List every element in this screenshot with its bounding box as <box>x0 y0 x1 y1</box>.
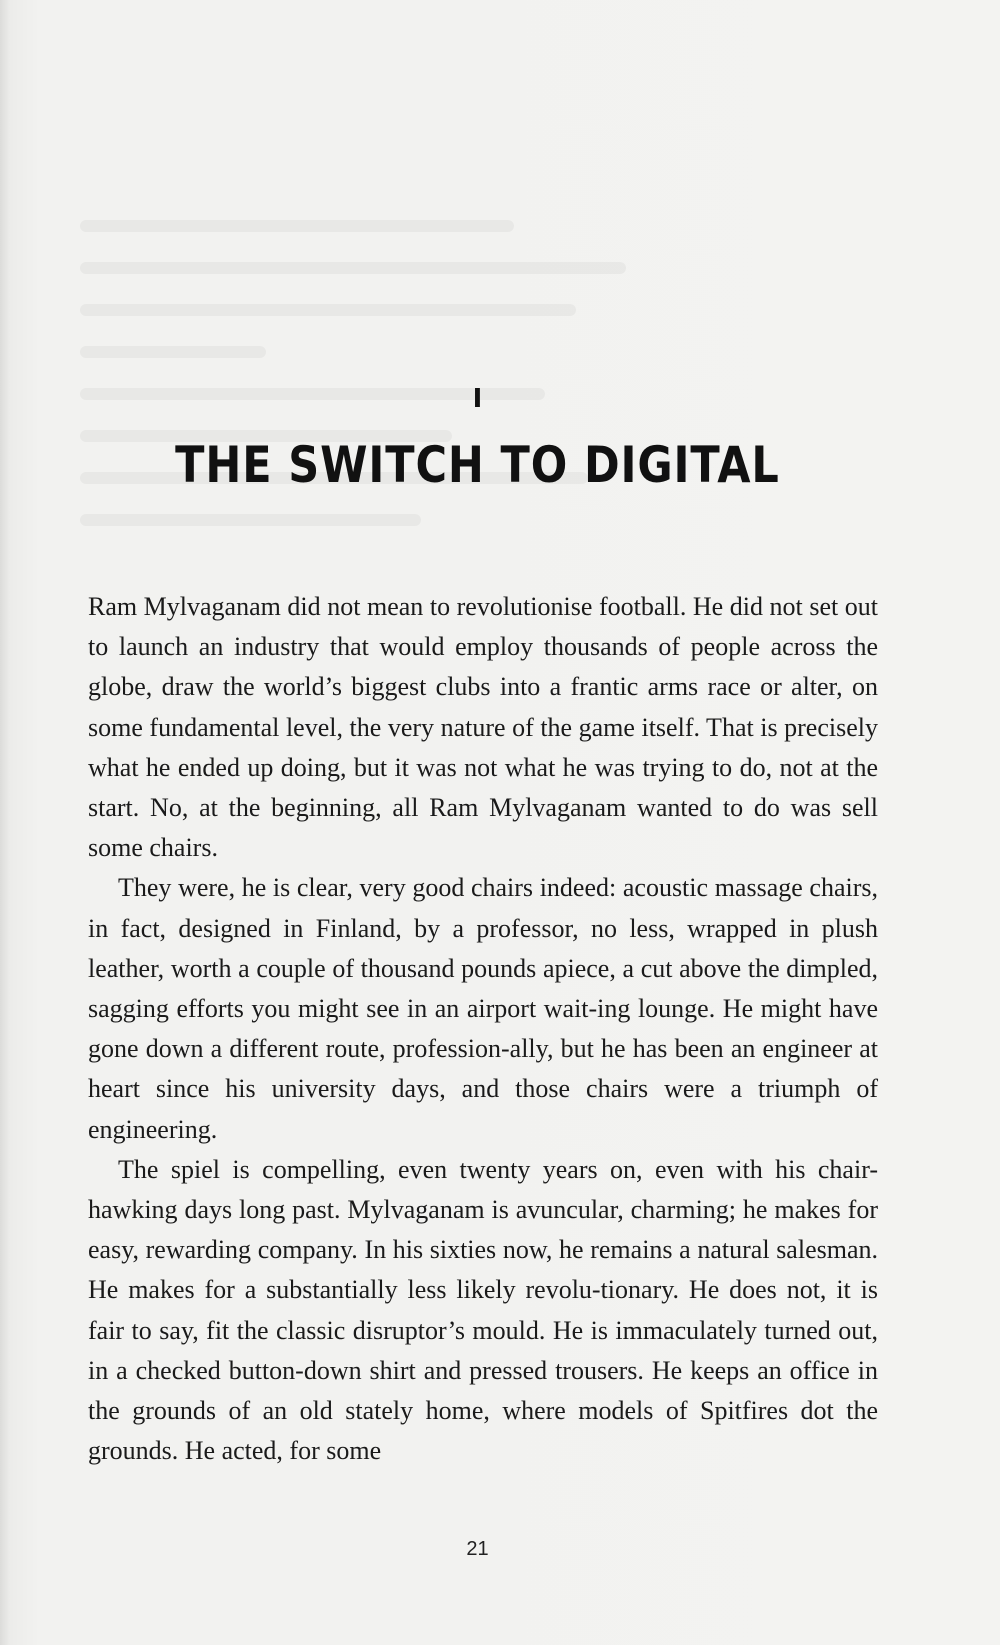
chapter-title: THE SWITCH TO DIGITAL <box>175 436 780 494</box>
paragraph-1: Ram Mylvaganam did not mean to revolutionise football. He did not set out to launch an industry that would employ thousands of people across the globe, draw the world’s biggest clubs into a frantic arms race or alter, on some fundamental level, the very nature of the game itself. That is precisely what he ended up doing, but it was not what he was trying to do, not at the start. No, at the beginning, all Ram Mylvaganam wanted to do was sell some chairs. <box>88 592 878 863</box>
chapter-number: I <box>472 384 483 414</box>
chapter-body <box>88 587 878 1471</box>
page-number: 21 <box>466 1538 489 1560</box>
paragraph-3: The spiel is compelling, even twenty years on, even with his chair-hawking days long past. Mylvaganam is avuncular, charming; he makes for easy, rewarding company. In his sixties now, he remains a natural salesman. He makes for a substantially less likely revolu-tionary. He does not, it is fair to say, fit the classic disruptor’s mould. He is immaculately turned out, in a checked button-down shirt and pressed trousers. He keeps an office in the grounds of an old stately home, where models of Spitfires dot the grounds. He acted, for some <box>88 1154 878 1466</box>
paragraph-2: They were, he is clear, very good chairs indeed: acoustic massage chairs, in fact, designed in Finland, by a professor, no less, wrapped in plush leather, worth a couple of thousand pounds apiece, a cut above the dimpled, sagging efforts you might see in an airport wait-ing lounge. He might have gone down a different route, profession-ally, but he has been an engineer at heart since his university days, and those chairs were a triumph of engineering. <box>88 873 878 1144</box>
